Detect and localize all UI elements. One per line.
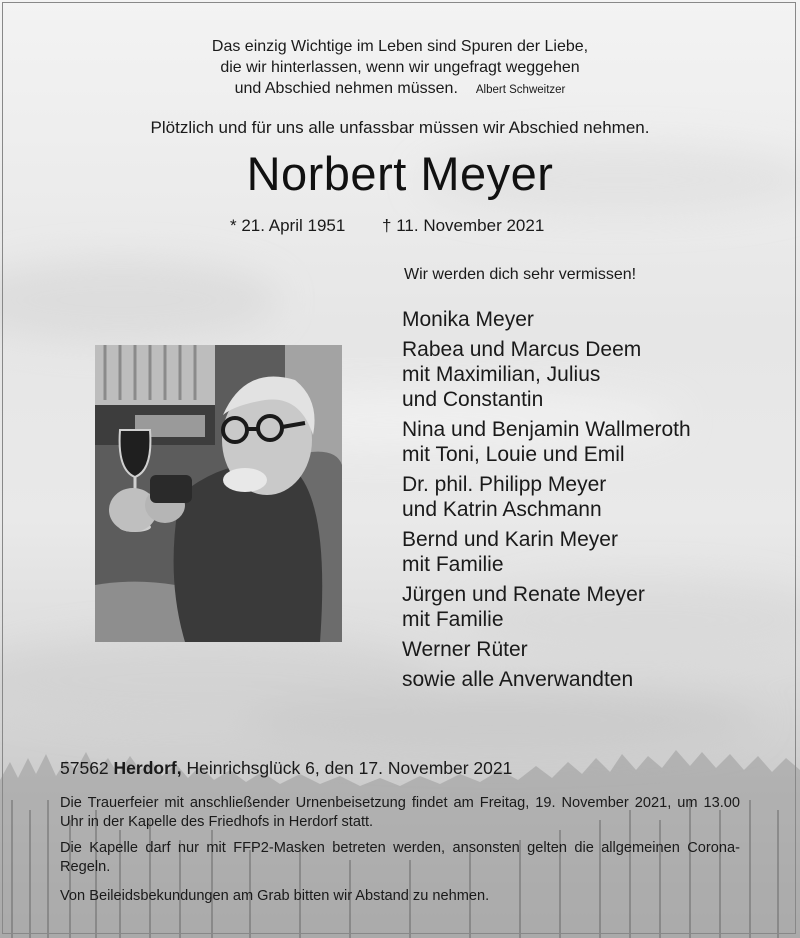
family-entry-line: mit Familie	[402, 608, 504, 631]
quote	[0, 36, 800, 101]
death-date: † 11. November 2021	[382, 216, 545, 235]
family-entry	[402, 417, 762, 467]
family-entry-line: mit Familie	[402, 553, 504, 576]
portrait-photo	[95, 345, 342, 642]
family-entry-line: Bernd und Karin Meyer	[402, 528, 618, 551]
family-entry-line: Werner Rüter	[402, 638, 528, 661]
family-entry	[402, 637, 762, 662]
family-entry	[402, 582, 762, 632]
family-entry	[402, 337, 762, 412]
quote-line-2: die wir hinterlassen, wenn wir ungefragt weggehen	[220, 59, 580, 76]
family-entry-line: und Katrin Aschmann	[402, 498, 602, 521]
address-city: Herdorf,	[113, 758, 182, 778]
family-entry-line: sowie alle Anverwandten	[402, 668, 634, 691]
family-entry-line: Dr. phil. Philipp Meyer	[402, 473, 607, 496]
masks-note: Die Kapelle darf nur mit FFP2-Masken betreten werden, ansonsten gelten die allgemeinen Corona-Regeln.	[60, 840, 740, 875]
life-dates	[230, 216, 544, 236]
quote-line-1: Das einzig Wichtige im Leben sind Spuren der Liebe,	[211, 38, 589, 55]
family-list	[402, 307, 762, 697]
family-entry-line: Nina und Benjamin Wallmeroth	[402, 418, 691, 441]
quote-line-3-text: und Abschied nehmen müssen.	[234, 80, 458, 97]
miss-text: Wir werden dich sehr vermissen!	[404, 266, 637, 283]
deceased-name: Norbert Meyer	[246, 147, 554, 200]
quote-author: Albert Schweitzer	[475, 84, 566, 96]
family-entry-line: Jürgen und Renate Meyer	[402, 583, 645, 606]
address-zip: 57562	[60, 758, 109, 778]
birth-date: * 21. April 1951	[230, 216, 346, 235]
family-entry	[402, 472, 762, 522]
address-rest: Heinrichsglück 6, den 17. November 2021	[186, 758, 513, 778]
family-entry	[402, 527, 762, 577]
family-entry-line: und Constantin	[402, 388, 544, 411]
intro-text: Plötzlich und für uns alle unfassbar müssen wir Abschied nehmen.	[150, 118, 650, 137]
family-entry-line: mit Toni, Louie und Emil	[402, 443, 625, 466]
family-entry	[402, 307, 762, 332]
family-entry	[402, 667, 762, 692]
quote-line-3	[0, 78, 800, 101]
family-entry-line: Rabea und Marcus Deem	[402, 338, 642, 361]
condolences-note: Von Beileidsbekundungen am Grab bitten wir Abstand zu nehmen.	[60, 888, 490, 904]
family-entry-line: Monika Meyer	[402, 308, 534, 331]
funeral-note: Die Trauerfeier mit anschließender Urnenbeisetzung findet am Freitag, 19. November 2021, um 13.00 Uhr in der Kapelle des Friedhofs in Herdorf statt.	[60, 795, 740, 830]
family-entry-line: mit Maximilian, Julius	[402, 363, 601, 386]
address-line	[60, 758, 512, 779]
